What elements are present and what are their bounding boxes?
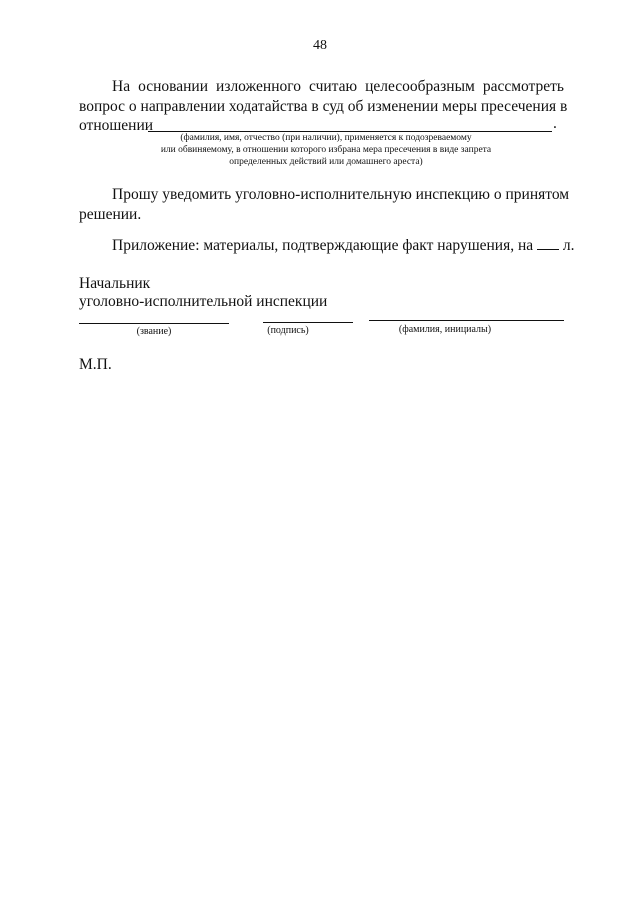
- rank-blank-line: [79, 323, 229, 324]
- rank-label: (звание): [136, 326, 172, 337]
- signature-blank-line: [263, 322, 353, 323]
- fio-hint-line-1: (фамилия, имя, отчество (при наличии), применяется к подозреваемому: [180, 133, 472, 143]
- stamp-place: М.П.: [79, 356, 112, 373]
- paragraph-1-line-1: На основании изложенного считаю целесообразным рассмотреть: [112, 78, 564, 95]
- fio-blank-line: [148, 131, 552, 132]
- signatory-title-2: уголовно-исполнительной инспекции: [79, 293, 328, 310]
- attachment-pages-blank: [537, 235, 559, 250]
- attachment-suffix: л.: [562, 237, 575, 254]
- page-number: 48: [313, 38, 327, 53]
- signatory-title-1: Начальник: [79, 275, 151, 292]
- fio-hint-line-2: или обвиняемому, в отношении которого избрана мера пресечения в виде запрета: [160, 145, 492, 155]
- name-label: (фамилия, инициалы): [398, 324, 492, 335]
- fio-hint-line-3: определенных действий или домашнего ареста): [229, 157, 423, 167]
- name-blank-line: [369, 320, 564, 321]
- paragraph-1-line-3-suffix: .: [553, 115, 557, 132]
- paragraph-1-line-3-prefix: отношении: [79, 117, 154, 134]
- paragraph-1-line-2: вопрос о направлении ходатайства в суд об изменении меры пресечения в: [79, 98, 568, 115]
- attachment-line: [112, 235, 575, 255]
- signature-label: (подпись): [267, 325, 309, 336]
- attachment-text: Приложение: материалы, подтверждающие факт нарушения, на: [112, 237, 534, 254]
- paragraph-2-line-2: решении.: [79, 206, 142, 223]
- paragraph-2-line-1: Прошу уведомить уголовно-исполнительную инспекцию о принятом: [112, 186, 570, 203]
